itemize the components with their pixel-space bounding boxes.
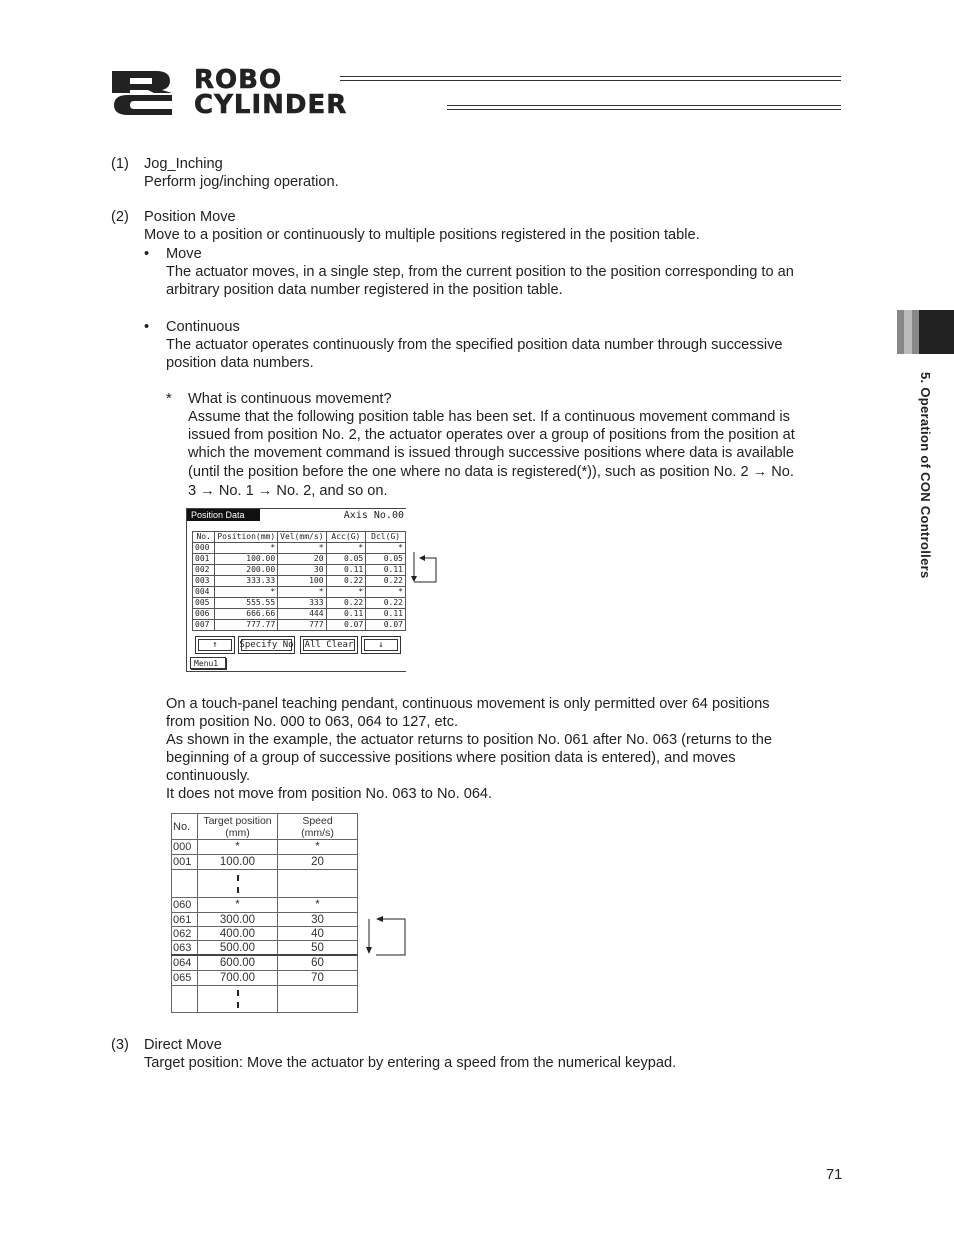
cell: *: [366, 587, 406, 598]
cell: *: [326, 587, 366, 598]
table-row[interactable]: [193, 543, 406, 554]
cell: 0.05: [326, 554, 366, 565]
cell: *: [198, 898, 278, 913]
logo-text-cylinder: CYLINDER: [194, 90, 348, 120]
cell: 0.11: [366, 565, 406, 576]
cell: 060: [172, 898, 198, 913]
cell: 000: [172, 840, 198, 855]
cell: 006: [193, 609, 215, 620]
cell: [172, 986, 198, 1013]
cell: 200.00: [215, 565, 278, 576]
table-row[interactable]: [193, 565, 406, 576]
section-3-desc: Target position: Move the actuator by entering a speed from the numerical keypad.: [144, 1055, 677, 1071]
section-1-title: Jog_Inching: [144, 156, 223, 172]
bullet-icon: •: [144, 246, 150, 262]
cell: 20: [278, 554, 326, 565]
cell: 007: [193, 620, 215, 631]
column-header: No.: [172, 814, 198, 840]
touch-panel-line: It does not move from position No. 063 to No. 064.: [166, 786, 493, 802]
column-header: Acc(G): [326, 532, 366, 543]
header-rule: [340, 76, 841, 77]
cell: *: [215, 587, 278, 598]
table-row-gap: [172, 870, 358, 898]
section-2-title: Position Move: [144, 209, 236, 225]
cell: 20: [278, 855, 358, 870]
note-title: What is continuous movement?: [188, 391, 392, 407]
target-position-unit: (mm): [225, 826, 250, 839]
dash-mark: [237, 1002, 239, 1008]
cell: *: [278, 587, 326, 598]
section-1-number: (1): [111, 156, 129, 172]
all-clear-button[interactable]: All Clear: [300, 636, 358, 654]
cell: 100.00: [215, 554, 278, 565]
cell: 064: [172, 955, 198, 971]
cell: 004: [193, 587, 215, 598]
note-line: issued from position No. 2, the actuator operates over a group of positions from the position at: [188, 427, 795, 443]
cell: 001: [172, 855, 198, 870]
cell: 0.05: [366, 554, 406, 565]
cell: *: [326, 543, 366, 554]
cell: 0.22: [366, 576, 406, 587]
table-row: [172, 955, 358, 971]
ellipsis-marker: [198, 986, 278, 1013]
cell: 0.07: [366, 620, 406, 631]
cell: *: [278, 543, 326, 554]
cell: 0.22: [326, 598, 366, 609]
pendant-position-table: [192, 531, 406, 631]
note-asterisk: *: [166, 391, 172, 407]
touch-panel-line: from position No. 000 to 063, 064 to 127, etc.: [166, 714, 459, 730]
cell: 100.00: [198, 855, 278, 870]
cell: 100: [278, 576, 326, 587]
cell: 50: [278, 941, 358, 956]
continuous-title: Continuous: [166, 319, 240, 335]
scroll-down-button[interactable]: ↓: [361, 636, 401, 654]
speed-header: Speed: [302, 814, 333, 827]
cell: [278, 986, 358, 1013]
cell: 333: [278, 598, 326, 609]
table-header-row: [193, 532, 406, 543]
cell: 30: [278, 913, 358, 927]
cell: 333.33: [215, 576, 278, 587]
note-line: which the movement command is issued through successive positions where data is available: [188, 445, 794, 461]
touch-panel-line: continuously.: [166, 768, 251, 784]
side-tab-marker: [904, 310, 912, 354]
note-line: Assume that the following position table has been set. If a continuous movement command is: [188, 409, 790, 425]
cell: 063: [172, 941, 198, 956]
note-line: (until the position before the one where no data is registered(*)), such as position No. 2 → No.: [188, 464, 794, 480]
cell: 777.77: [215, 620, 278, 631]
table-row: [172, 913, 358, 927]
table-row[interactable]: [193, 587, 406, 598]
section-1-desc: Perform jog/inching operation.: [144, 174, 339, 190]
touch-panel-line: beginning of a group of successive positions where position data is entered), and moves: [166, 750, 736, 766]
touch-panel-line: As shown in the example, the actuator returns to position No. 061 after No. 063 (returns to the: [166, 732, 772, 748]
header-rule: [447, 109, 841, 110]
dash-mark: [237, 887, 239, 893]
cell: 001: [193, 554, 215, 565]
cell: *: [278, 840, 358, 855]
touch-panel-line: On a touch-panel teaching pendant, continuous movement is only permitted over 64 positions: [166, 696, 770, 712]
page-number: 71: [826, 1167, 843, 1183]
rc-logo-icon: [110, 69, 188, 117]
cell: 555.55: [215, 598, 278, 609]
header-rule: [340, 80, 841, 81]
section-2-desc: Move to a position or continuously to multiple positions registered in the position table.: [144, 227, 700, 243]
section-3-number: (3): [111, 1037, 129, 1053]
target-position-header: Target position: [203, 814, 272, 827]
table-row: [172, 971, 358, 986]
section-2-number: (2): [111, 209, 129, 225]
table-row: [172, 898, 358, 913]
cell: 60: [278, 955, 358, 971]
cell: 003: [193, 576, 215, 587]
table-row: [172, 840, 358, 855]
pendant-title: Position Data: [187, 509, 260, 521]
specify-no-button[interactable]: Specify No: [238, 636, 295, 654]
cell: 400.00: [198, 927, 278, 941]
cell: 000: [193, 543, 215, 554]
scroll-up-button[interactable]: ↑: [195, 636, 235, 654]
cell: 777: [278, 620, 326, 631]
cell: 0.22: [326, 576, 366, 587]
continuous-desc-line: position data numbers.: [166, 355, 314, 371]
table-row[interactable]: [193, 598, 406, 609]
cell: *: [215, 543, 278, 554]
column-header: [278, 814, 358, 840]
return-loop-arrow-icon: [362, 913, 408, 959]
cell: 065: [172, 971, 198, 986]
table-header-row: [172, 814, 358, 840]
cell: 70: [278, 971, 358, 986]
table-row[interactable]: [193, 554, 406, 565]
dash-mark: [237, 990, 239, 996]
table-row: [172, 855, 358, 870]
cell: 30: [278, 565, 326, 576]
move-title: Move: [166, 246, 202, 262]
pendant-axis-label: Axis No.00: [343, 510, 404, 521]
cell: [278, 870, 358, 898]
table-row[interactable]: [193, 609, 406, 620]
table-row: [172, 927, 358, 941]
cell: 700.00: [198, 971, 278, 986]
cell: 600.00: [198, 955, 278, 971]
move-desc-line: arbitrary position data number registered in the position table.: [166, 282, 563, 298]
header-rule: [447, 105, 841, 106]
speed-unit: (mm/s): [301, 826, 334, 839]
logo-text-robo: ROBO: [194, 65, 283, 95]
pendant-position-data-screen: [186, 508, 406, 671]
table-row[interactable]: [193, 576, 406, 587]
cell: 444: [278, 609, 326, 620]
cell: 002: [193, 565, 215, 576]
cell: 0.11: [326, 609, 366, 620]
column-header: Dcl(G): [366, 532, 406, 543]
cell: 300.00: [198, 913, 278, 927]
column-header: Vel(mm/s): [278, 532, 326, 543]
cell: 005: [193, 598, 215, 609]
position-group-table: [171, 813, 358, 1013]
column-header: [198, 814, 278, 840]
move-desc-line: The actuator moves, in a single step, from the current position to the position corresponding to an: [166, 264, 794, 280]
section-3-title: Direct Move: [144, 1037, 222, 1053]
table-row[interactable]: [193, 620, 406, 631]
menu1-button[interactable]: Menu1: [190, 657, 226, 669]
column-header: Position(mm): [215, 532, 278, 543]
cell: 40: [278, 927, 358, 941]
column-header: No.: [193, 532, 215, 543]
cell: [172, 870, 198, 898]
side-tab-label: 5. Operation of CON Controllers: [918, 372, 933, 579]
cell: 0.07: [326, 620, 366, 631]
cell: 0.11: [326, 565, 366, 576]
cell: 0.11: [366, 609, 406, 620]
continuous-loop-arrow-icon: [408, 548, 442, 588]
cell: 0.22: [366, 598, 406, 609]
bullet-icon: •: [144, 319, 150, 335]
ellipsis-marker: [198, 870, 278, 898]
cell: 061: [172, 913, 198, 927]
cell: 666.66: [215, 609, 278, 620]
cell: *: [198, 840, 278, 855]
table-row-gap: [172, 986, 358, 1013]
dash-mark: [237, 875, 239, 881]
cell: *: [366, 543, 406, 554]
note-line: 3 → No. 1 → No. 2, and so on.: [188, 483, 388, 499]
side-tab-marker: [919, 310, 954, 354]
cell: 500.00: [198, 941, 278, 956]
table-row: [172, 941, 358, 956]
cell: *: [278, 898, 358, 913]
continuous-desc-line: The actuator operates continuously from the specified position data number through successive: [166, 337, 783, 353]
cell: 062: [172, 927, 198, 941]
